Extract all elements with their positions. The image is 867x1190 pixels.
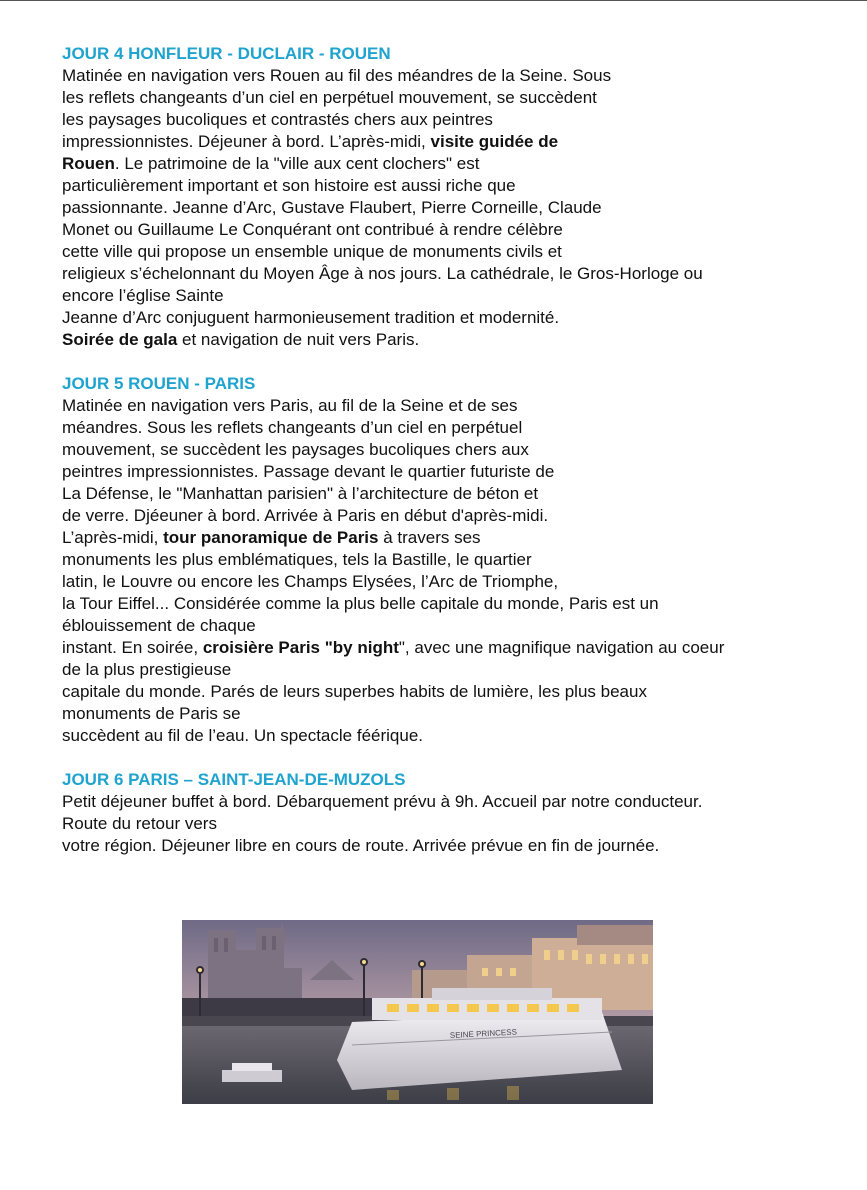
body-text: et navigation de nuit vers Paris. [177,330,420,349]
paragraph-line [62,571,822,593]
body-text: mouvement, se succèdent les paysages bucoliques chers aux [62,440,529,459]
paragraph-line [62,461,822,483]
paragraph-line [62,527,822,549]
paragraph-line [62,241,822,263]
body-text: capitale du monde. Parés de leurs superbes habits de lumière, les plus beaux [62,682,647,701]
body-text: Matinée en navigation vers Paris, au fil de la Seine et de ses [62,396,518,415]
paragraph-line [62,175,822,197]
body-text: peintres impressionnistes. Passage devant le quartier futuriste de [62,462,555,481]
body-text: Matinée en navigation vers Rouen au fil des méandres de la Seine. Sous [62,66,612,85]
body-text: la Tour Eiffel... Considérée comme la plus belle capitale du monde, Paris est un [62,594,659,613]
top-rule [0,0,867,1]
cruise-photo [182,920,653,1104]
body-text: de verre. Djéeuner à bord. Arrivée à Paris en début d'après-midi. [62,506,549,525]
bold-text: croisière Paris "by night [202,638,399,657]
body-text: Jeanne d’Arc conjuguent harmonieusement tradition et modernité. [62,308,560,327]
paragraph-line [62,87,822,109]
body-text: les paysages bucoliques et contrastés chers aux peintres [62,110,493,129]
day-section [62,769,822,857]
body-text: La Défense, le "Manhattan parisien" à l’architecture de béton et [62,484,539,503]
paragraph-line [62,725,822,747]
day-title: JOUR 5 ROUEN - PARIS [62,374,256,393]
paragraph-line [62,681,822,703]
body-text: méandres. Sous les reflets changeants d’un ciel en perpétuel [62,418,523,437]
paragraph-line [62,307,822,329]
body-text: L’après-midi, [62,528,164,547]
body-text: particulièrement important et son histoire est aussi riche que [62,176,516,195]
paragraph-line [62,65,822,87]
paragraph-line [62,197,822,219]
bold-text: tour panoramique de Paris [163,528,379,547]
paragraph-line [62,549,822,571]
paragraph-line [62,329,822,351]
paragraph-line [62,659,822,681]
body-text: monuments les plus emblématiques, tels la Bastille, le quartier [62,550,532,569]
bold-text: Rouen [62,154,115,173]
bold-text: visite guidée de [430,132,559,151]
itinerary-content [62,43,822,879]
body-text: cette ville qui propose un ensemble unique de monuments civils et [62,242,562,261]
body-text: à travers ses [378,528,481,547]
day-title: JOUR 6 PARIS – SAINT-JEAN-DE-MUZOLS [62,770,406,789]
paragraph-line [62,219,822,241]
body-text: Petit déjeuner buffet à bord. Débarquement prévu à 9h. Accueil par notre conducteur. [62,792,703,811]
body-text: éblouissement de chaque [62,616,256,635]
body-text: succèdent au fil de l’eau. Un spectacle féérique. [62,726,424,745]
paragraph-line [62,109,822,131]
paragraph-line [62,417,822,439]
body-text: Route du retour vers [62,814,217,833]
body-text: monuments de Paris se [62,704,241,723]
body-text: Monet ou Guillaume Le Conquérant ont contribué à rendre célèbre [62,220,563,239]
paragraph-line [62,483,822,505]
body-text: religieux s’échelonnant du Moyen Âge à nos jours. La cathédrale, le Gros-Horloge ou [62,264,703,283]
paragraph-line [62,593,822,615]
body-text: . Le patrimoine de la "ville aux cent clochers" est [114,154,480,173]
body-text: les reflets changeants d’un ciel en perpétuel mouvement, se succèdent [62,88,597,107]
paragraph-line [62,439,822,461]
body-text: ", avec une magnifique navigation au coeur [398,638,725,657]
body-text: latin, le Louvre ou encore les Champs Elysées, l’Arc de Triomphe, [62,572,559,591]
body-text: impressionnistes. Déjeuner à bord. L’après-midi, [62,132,431,151]
paragraph-line [62,153,822,175]
paragraph-line [62,637,822,659]
paragraph-line [62,505,822,527]
paragraph-line [62,395,822,417]
day-section [62,43,822,351]
body-text: de la plus prestigieuse [62,660,232,679]
body-text: instant. En soirée, [62,638,203,657]
paragraph-line [62,131,822,153]
paragraph-line [62,703,822,725]
body-text: votre région. Déjeuner libre en cours de route. Arrivée prévue en fin de journée. [62,836,660,855]
bold-text: Soirée de gala [62,330,178,349]
paragraph-line [62,813,822,835]
paragraph-line [62,285,822,307]
body-text: encore l’église Sainte [62,286,224,305]
paragraph-line [62,615,822,637]
paragraph-line [62,263,822,285]
body-text: passionnante. Jeanne d’Arc, Gustave Flaubert, Pierre Corneille, Claude [62,198,602,217]
paragraph-line [62,835,822,857]
boat-name-label: SEINE PRINCESS [449,1027,518,1040]
day-section [62,373,822,747]
paragraph-line [62,791,822,813]
cruise-photo-svg [182,920,653,1104]
day-title: JOUR 4 HONFLEUR - DUCLAIR - ROUEN [62,44,391,63]
